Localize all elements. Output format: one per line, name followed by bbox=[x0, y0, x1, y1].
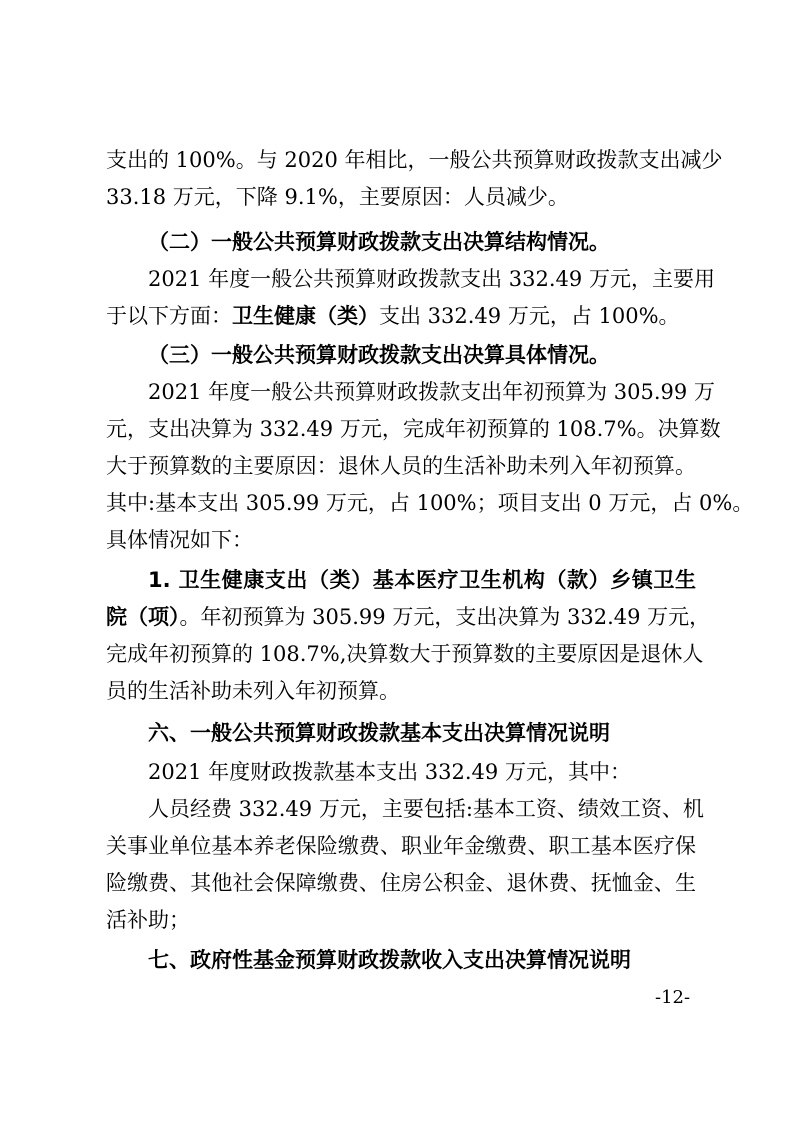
section-heading: 七、政府性基金预算财政拨款收入支出决算情况说明 bbox=[148, 948, 631, 972]
paragraph-line: 其中:基本支出 305.99 万元，占 100%；项目支出 0 万元，占 0%。 bbox=[106, 491, 754, 515]
paragraph-line: 员的生活补助未列入年初预算。 bbox=[106, 679, 400, 703]
paragraph-line: 人员经费 332.49 万元，主要包括:基本工资、绩效工资、机 bbox=[148, 797, 704, 821]
paragraph-line: 2021 年度一般公共预算财政拨款支出年初预算为 305.99 万 bbox=[148, 380, 715, 404]
section-heading: （二）一般公共预算财政拨款支出决算结构情况。 bbox=[148, 230, 610, 254]
text-segment: 于以下方面： bbox=[106, 304, 232, 328]
paragraph-line: 完成年初预算的 108.7%,决算数大于预算数的主要原因是退休人 bbox=[106, 642, 704, 666]
item-heading: 1. 卫生健康支出（类）基本医疗卫生机构（款）乡镇卫生 bbox=[148, 568, 696, 592]
paragraph-line: 2021 年度财政拨款基本支出 332.49 万元，其中： bbox=[148, 760, 631, 784]
paragraph-line: 险缴费、其他社会保障缴费、住房公积金、退休费、抚恤金、生 bbox=[106, 871, 696, 895]
text-segment: 支出 332.49 万元，占 100%。 bbox=[379, 304, 680, 328]
section-heading: （三）一般公共预算财政拨款支出决算具体情况。 bbox=[148, 343, 610, 367]
paragraph-line: 元，支出决算为 332.49 万元，完成年初预算的 108.7%。决算数 bbox=[106, 417, 721, 441]
text-segment: 。年初预算为 305.99 万元，支出决算为 332.49 万元， bbox=[179, 605, 711, 629]
paragraph-line bbox=[106, 602, 711, 632]
paragraph-line: 支出的 100%。与 2020 年相比，一般公共预算财政拨款支出减少 bbox=[106, 148, 723, 172]
paragraph-line: 33.18 万元，下降 9.1%，主要原因：人员减少。 bbox=[106, 185, 569, 209]
bold-text-segment: 卫生健康（类） bbox=[232, 304, 379, 328]
section-heading: 六、一般公共预算财政拨款基本支出决算情况说明 bbox=[148, 721, 610, 745]
page-number: -12- bbox=[655, 987, 691, 1008]
paragraph-line: 具体情况如下： bbox=[106, 528, 253, 552]
paragraph-line: 活补助； bbox=[106, 908, 190, 932]
paragraph-line: 大于预算数的主要原因：退休人员的生活补助未列入年初预算。 bbox=[106, 454, 696, 478]
bold-text-segment: 院（项） bbox=[106, 605, 180, 629]
paragraph-line: 关事业单位基本养老保险缴费、职业年金缴费、职工基本医疗保 bbox=[106, 834, 696, 858]
paragraph-line bbox=[106, 301, 696, 331]
paragraph-line: 2021 年度一般公共预算财政拨款支出 332.49 万元，主要用 bbox=[148, 267, 715, 291]
